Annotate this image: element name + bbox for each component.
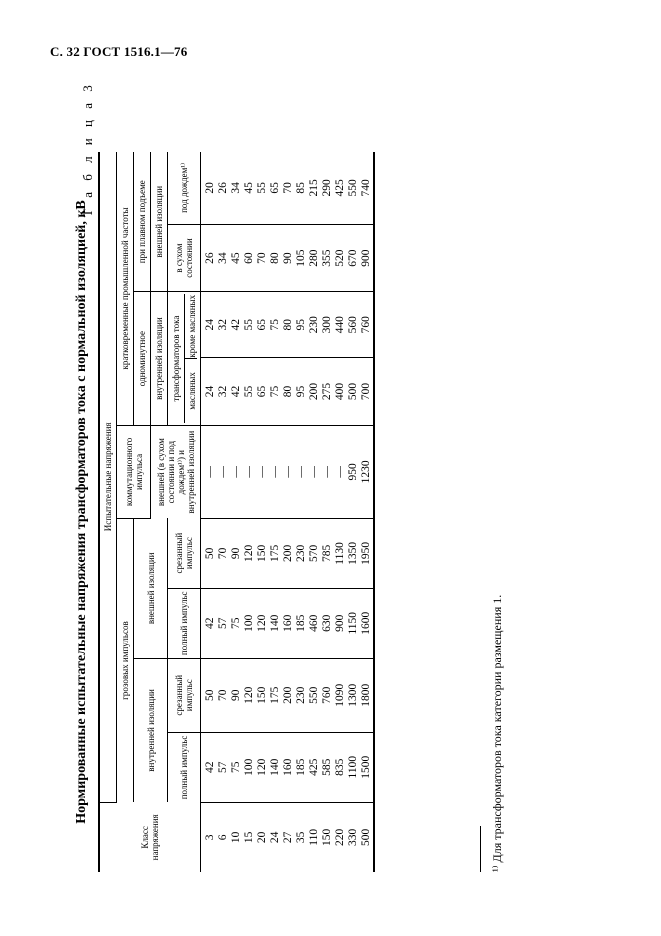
value-cell: 230 <box>308 292 321 358</box>
header-oil: масляных <box>187 372 197 410</box>
value-cell: 105 <box>295 224 308 292</box>
value-cell: 32 <box>217 292 230 358</box>
value-cell: 175 <box>269 658 282 732</box>
table-row <box>201 152 218 872</box>
value-cell: 950 <box>347 425 360 518</box>
value-cell: 42 <box>201 732 218 802</box>
voltage-class-cell: 3 <box>204 834 216 841</box>
value-cell: 34 <box>217 224 230 292</box>
value-cell: 24 <box>201 358 218 426</box>
value-cell: 140 <box>269 732 282 802</box>
value-cell: 55 <box>256 152 269 224</box>
header-internal: внутренней изоляции <box>134 658 168 802</box>
table-row <box>282 152 295 872</box>
table-row <box>243 152 256 872</box>
value-cell: 120 <box>243 518 256 588</box>
value-cell: 70 <box>217 658 230 732</box>
value-cell: 60 <box>243 224 256 292</box>
header-full-external: полный импульс <box>168 588 201 658</box>
rotated-table-block <box>62 81 642 872</box>
value-cell: 520 <box>334 224 347 292</box>
value-cell: 570 <box>308 518 321 588</box>
value-cell: 1090 <box>334 658 347 732</box>
table-row <box>269 152 282 872</box>
table-row <box>217 152 230 872</box>
value-cell: — <box>321 425 334 518</box>
value-cell: 65 <box>269 152 282 224</box>
value-cell: 1950 <box>360 518 374 588</box>
value-cell: 80 <box>282 358 295 426</box>
value-cell: 1600 <box>360 588 374 658</box>
value-cell: 460 <box>308 588 321 658</box>
table-title: Нормированные испытательные напряжения трансформаторов тока с нормальной изоляцией, кВ <box>74 200 89 824</box>
value-cell: 160 <box>282 732 295 802</box>
value-cell: — <box>256 425 269 518</box>
page-header: С. 32 ГОСТ 1516.1—76 <box>50 44 188 59</box>
value-cell: 42 <box>201 588 218 658</box>
value-cell: — <box>334 425 347 518</box>
value-cell: 275 <box>321 358 334 426</box>
header-internal-2: внутренней изоляции <box>151 292 168 425</box>
header-dry: в сухом состоянии <box>168 224 201 292</box>
value-cell: 440 <box>334 292 347 358</box>
value-cell: 70 <box>282 152 295 224</box>
value-cell: 24 <box>201 292 218 358</box>
value-cell: 80 <box>282 292 295 358</box>
value-cell: 70 <box>217 518 230 588</box>
table-row <box>308 152 321 872</box>
value-cell: 57 <box>217 732 230 802</box>
value-cell: 90 <box>282 224 295 292</box>
value-cell: 85 <box>295 152 308 224</box>
value-cell: 175 <box>269 518 282 588</box>
footnote-rule <box>480 826 481 872</box>
value-cell: 42 <box>230 358 243 426</box>
value-cell: 90 <box>230 518 243 588</box>
table-row <box>360 152 374 872</box>
voltage-class-cell: 24 <box>269 831 281 844</box>
value-cell: 26 <box>217 152 230 224</box>
value-cell: — <box>243 425 256 518</box>
voltage-class-cell: 330 <box>347 828 359 846</box>
value-cell: 42 <box>230 292 243 358</box>
value-cell: 55 <box>243 358 256 426</box>
header-current-transformers <box>168 292 201 425</box>
value-cell: 150 <box>256 518 269 588</box>
table-row <box>230 152 243 872</box>
value-cell: 1300 <box>347 658 360 732</box>
value-cell: — <box>295 425 308 518</box>
value-cell: 200 <box>308 358 321 426</box>
value-cell: 75 <box>230 732 243 802</box>
value-cell: 700 <box>360 358 374 426</box>
value-cell: 425 <box>334 152 347 224</box>
value-cell: 200 <box>282 658 295 732</box>
value-cell: 80 <box>269 224 282 292</box>
header-switching: коммутационного импульса <box>117 425 151 518</box>
value-cell: 100 <box>243 588 256 658</box>
header-one-minute: одноминутное <box>134 292 151 425</box>
value-cell: 45 <box>243 152 256 224</box>
value-cell: 740 <box>360 152 374 224</box>
header-external-2: внешней изоляции <box>151 152 168 292</box>
value-cell: 120 <box>243 658 256 732</box>
value-cell: 50 <box>201 658 218 732</box>
value-cell: — <box>230 425 243 518</box>
value-cell: 200 <box>282 518 295 588</box>
value-cell: 32 <box>217 358 230 426</box>
footnote: ¹⁾ Для трансформаторов тока категории размещения 1. <box>490 594 504 872</box>
header-smooth-rise: при плавном подъеме <box>134 152 151 292</box>
header-ct: трансформаторов тока <box>171 315 181 402</box>
table-label: Т а б л и ц а 3 <box>80 81 95 217</box>
value-cell: 90 <box>230 658 243 732</box>
header-short-term: кратковременные промышленной частоты <box>117 152 134 425</box>
header-class: Класс напряжения <box>99 802 201 872</box>
value-cell: 65 <box>256 292 269 358</box>
value-cell: 1230 <box>360 425 374 518</box>
value-cell: 630 <box>321 588 334 658</box>
value-cell: 75 <box>269 292 282 358</box>
value-cell: 26 <box>201 224 218 292</box>
header-chopped-internal: срезанный импульс <box>168 658 201 732</box>
value-cell: 900 <box>360 224 374 292</box>
test-voltage-table <box>98 152 375 872</box>
value-cell: 55 <box>243 292 256 358</box>
value-cell: 185 <box>295 732 308 802</box>
value-cell: 120 <box>256 732 269 802</box>
voltage-class-cell: 15 <box>243 831 255 844</box>
header-rain: под дождем¹⁾ <box>168 152 201 224</box>
value-cell: 785 <box>321 518 334 588</box>
value-cell: — <box>269 425 282 518</box>
value-cell: 75 <box>269 358 282 426</box>
value-cell: 230 <box>295 518 308 588</box>
voltage-class-cell: 6 <box>217 834 229 841</box>
table-row <box>256 152 269 872</box>
value-cell: — <box>308 425 321 518</box>
value-cell: 65 <box>256 358 269 426</box>
voltage-class-cell: 220 <box>334 828 346 846</box>
voltage-class-cell: 10 <box>230 831 242 844</box>
voltage-class-cell: 500 <box>360 828 372 846</box>
table-row <box>334 152 347 872</box>
value-cell: 160 <box>282 588 295 658</box>
value-cell: 1350 <box>347 518 360 588</box>
voltage-class-cell: 150 <box>321 828 333 846</box>
value-cell: 1130 <box>334 518 347 588</box>
header-chopped-external: срезанный импульс <box>168 518 201 588</box>
value-cell: 95 <box>295 358 308 426</box>
value-cell: 500 <box>347 358 360 426</box>
voltage-class-cell: 20 <box>256 831 268 844</box>
value-cell: 400 <box>334 358 347 426</box>
value-cell: 57 <box>217 588 230 658</box>
table-row <box>295 152 308 872</box>
value-cell: 550 <box>347 152 360 224</box>
value-cell: 550 <box>308 658 321 732</box>
value-cell: 45 <box>230 224 243 292</box>
value-cell: 670 <box>347 224 360 292</box>
value-cell: 835 <box>334 732 347 802</box>
header-test-voltages: Испытательные напряжения <box>99 152 117 802</box>
value-cell: 34 <box>230 152 243 224</box>
value-cell: 1500 <box>360 732 374 802</box>
value-cell: 70 <box>256 224 269 292</box>
value-cell: 140 <box>269 588 282 658</box>
value-cell: — <box>282 425 295 518</box>
value-cell: 185 <box>295 588 308 658</box>
value-cell: 95 <box>295 292 308 358</box>
value-cell: 75 <box>230 588 243 658</box>
table-row <box>321 152 334 872</box>
value-cell: 100 <box>243 732 256 802</box>
value-cell: 760 <box>360 292 374 358</box>
header-non-oil: кроме масляных <box>187 294 197 358</box>
value-cell: — <box>217 425 230 518</box>
value-cell: — <box>201 425 218 518</box>
table-body <box>201 152 375 872</box>
voltage-class-cell: 27 <box>282 831 294 844</box>
header-switching-sub: внешней (в сухом состоянии и под дождем¹⁾) и внутренней изоляции <box>151 425 201 518</box>
value-cell: 355 <box>321 224 334 292</box>
value-cell: 560 <box>347 292 360 358</box>
value-cell: 50 <box>201 518 218 588</box>
value-cell: 120 <box>256 588 269 658</box>
header-lightning: грозовых импульсов <box>117 518 134 802</box>
value-cell: 1800 <box>360 658 374 732</box>
value-cell: 215 <box>308 152 321 224</box>
value-cell: 585 <box>321 732 334 802</box>
voltage-class-cell: 35 <box>295 831 307 844</box>
value-cell: 1150 <box>347 588 360 658</box>
value-cell: 20 <box>201 152 218 224</box>
value-cell: 425 <box>308 732 321 802</box>
value-cell: 230 <box>295 658 308 732</box>
value-cell: 1100 <box>347 732 360 802</box>
value-cell: 760 <box>321 658 334 732</box>
value-cell: 900 <box>334 588 347 658</box>
value-cell: 150 <box>256 658 269 732</box>
value-cell: 290 <box>321 152 334 224</box>
value-cell: 300 <box>321 292 334 358</box>
header-external: внешней изоляции <box>134 518 168 658</box>
voltage-class-cell: 110 <box>308 828 320 846</box>
value-cell: 280 <box>308 224 321 292</box>
table-row <box>347 152 360 872</box>
header-full-internal: полный импульс <box>168 732 201 802</box>
